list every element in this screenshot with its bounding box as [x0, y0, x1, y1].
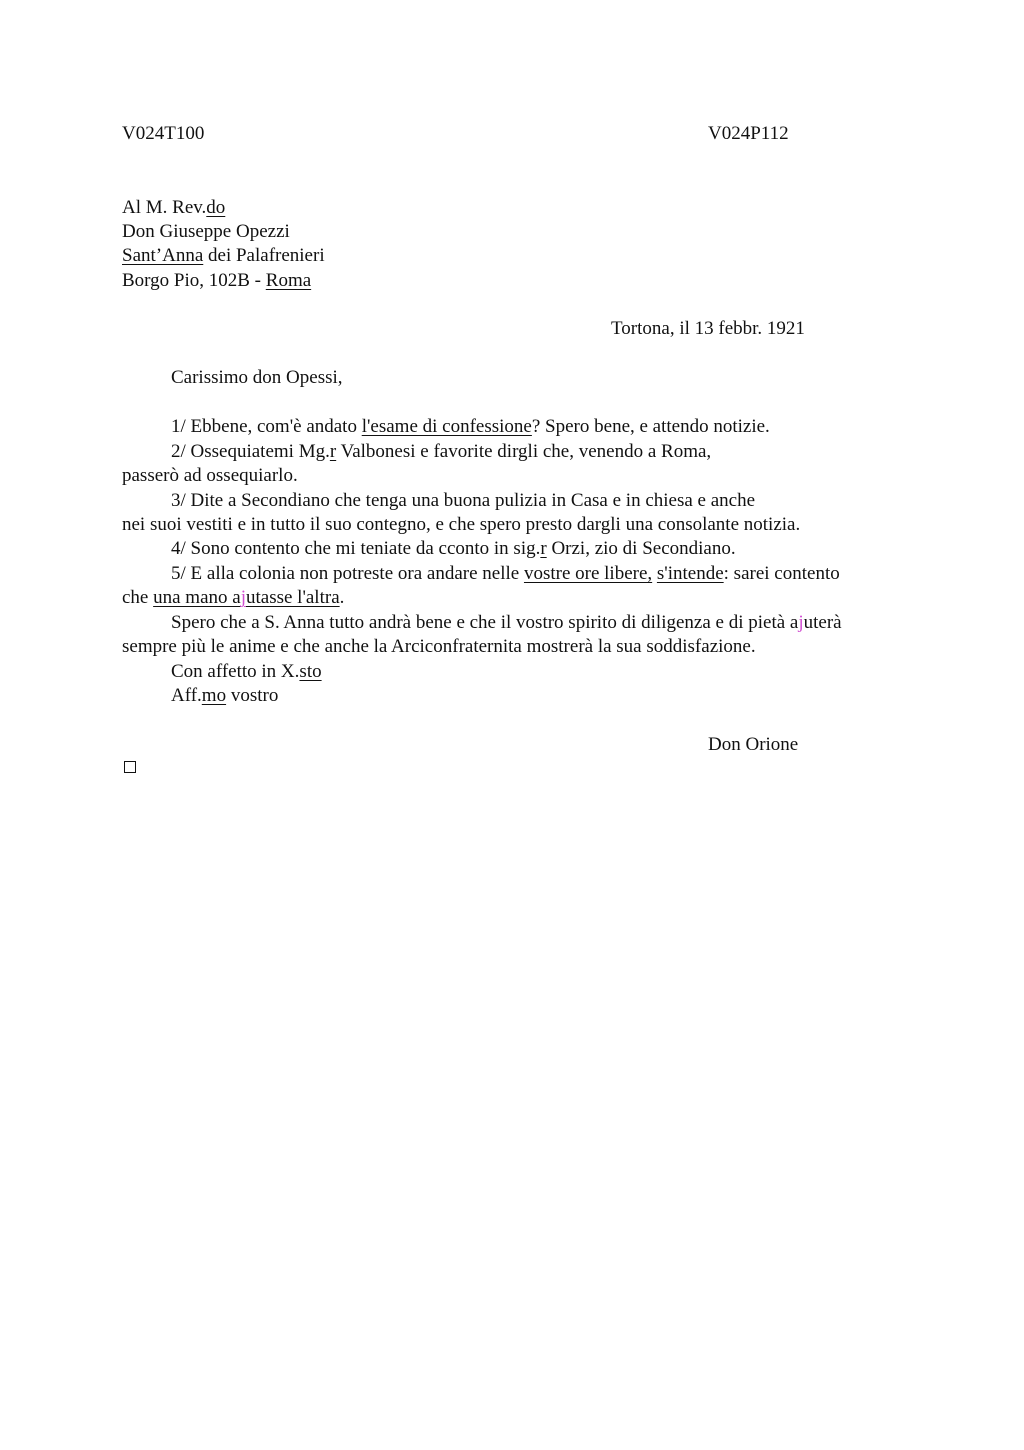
item-5	[171, 563, 840, 585]
item-3: 3/ Dite a Secondiano che tenga una buona pulizia in Casa e in chiesa e anche	[171, 490, 756, 511]
salutation: Carissimo don Opessi,	[171, 367, 343, 388]
item-5-underlined-3b: utasse l'altra	[245, 587, 340, 608]
item-5-underlined-2: s'intende	[656, 563, 724, 584]
item-4-underlined: r	[540, 538, 547, 559]
address-title-abbrev: do	[206, 197, 226, 218]
item-5-continuation	[122, 587, 344, 609]
item-3-continuation: nei suoi vestiti e in tutto il suo contegno, e che spero presto dargli una consolante notizia.	[122, 514, 801, 535]
closing-text-a: Spero che a S. Anna tutto andrà bene e che il vostro spirito di diligenza e di pietà a	[171, 612, 799, 633]
letter-date: Tortona, il 13 febbr. 1921	[611, 318, 805, 339]
address-line-1	[122, 197, 225, 219]
item-4	[171, 538, 736, 560]
item-5-period: .	[339, 587, 345, 608]
item-5-highlight-j: j	[240, 587, 246, 608]
item-2	[171, 441, 711, 463]
address-city: Roma	[265, 270, 312, 291]
aff-text-a: Aff.	[171, 685, 202, 706]
item-5-text-b: : sarei contento	[723, 563, 840, 584]
address-line-4	[122, 270, 311, 292]
closing-text-b: uterà	[803, 612, 842, 633]
aff-text-b: vostro	[226, 685, 279, 706]
closing-aff	[171, 685, 278, 707]
item-4-text-a: 4/ Sono contento che mi teniate da cconto in sig.	[171, 538, 541, 559]
signature: Don Orione	[708, 734, 799, 755]
closing-paragraph-continuation: sempre più le anime e che anche la Arciconfraternita mostrerà la sua soddisfazione.	[122, 636, 756, 657]
item-1-text-a: 1/ Ebbene, com'è andato	[171, 416, 362, 437]
item-2-text-a: 2/ Ossequiatemi Mg.	[171, 441, 330, 462]
aff-abbrev: mo	[201, 685, 227, 706]
item-5-underlined-3a: una mano a	[153, 587, 241, 608]
item-2-continuation: passerò ad ossequiarlo.	[122, 465, 298, 486]
item-5-text-a: 5/ E alla colonia non potreste ora andare nelle	[171, 563, 524, 584]
empty-box-icon	[124, 761, 136, 773]
address-place-name: Sant’Anna	[122, 245, 204, 266]
document-code-left: V024T100	[122, 123, 205, 144]
address-street: Borgo Pio, 102B -	[122, 270, 266, 291]
address-line-2: Don Giuseppe Opezzi	[122, 221, 290, 242]
address-title: Al M. Rev.	[122, 197, 207, 218]
item-5-cont-text: che	[122, 587, 154, 608]
closing-paragraph	[171, 612, 842, 634]
closing-affetto	[171, 661, 322, 683]
item-1	[171, 416, 770, 438]
item-1-underlined: l'esame di confessione	[361, 416, 532, 437]
document-code-right: V024P112	[708, 123, 789, 144]
item-1-text-b: ? Spero bene, e attendo notizie.	[531, 416, 770, 437]
item-2-underlined: r	[329, 441, 337, 462]
item-5-underlined-1: vostre ore libere,	[523, 563, 653, 584]
address-line-3	[122, 245, 325, 267]
affetto-text: Con affetto in X.	[171, 661, 300, 682]
closing-highlight-j: j	[798, 612, 804, 633]
item-2-text-b: Valbonesi e favorite dirgli che, venendo a Roma,	[336, 441, 712, 462]
affetto-abbrev: sto	[299, 661, 322, 682]
item-4-text-b: Orzi, zio di Secondiano.	[546, 538, 736, 559]
address-place-rest: dei Palafrenieri	[203, 245, 325, 266]
